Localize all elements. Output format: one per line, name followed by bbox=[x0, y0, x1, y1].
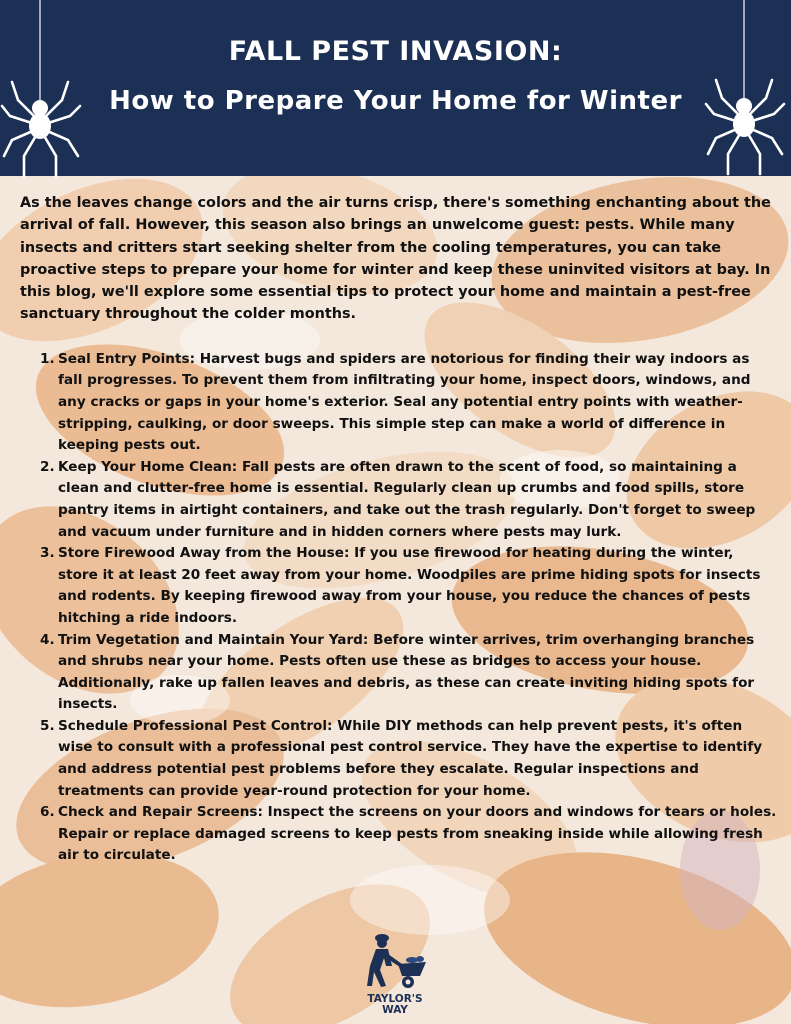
list-item-number: 3. bbox=[40, 545, 55, 562]
list-item bbox=[20, 802, 777, 867]
company-logo bbox=[352, 930, 438, 1020]
logo-text-line1: TAYLOR'S bbox=[367, 993, 423, 1005]
list-item bbox=[20, 630, 777, 716]
article-body bbox=[20, 192, 777, 867]
logo-text-line2: WAY bbox=[382, 1004, 408, 1016]
list-item bbox=[20, 543, 777, 629]
tips-list bbox=[20, 349, 777, 867]
list-item-text: Keep Your Home Clean: Fall pests are often drawn to the scent of food, so maintaining a clean and clutter-free home is essential. Regularly clean up crumbs and food spills, store pantry items in airtight containers, and take out the trash regularly. Don't forget to sweep and vacuum under furniture and in hidden corners where pests may lurk. bbox=[58, 458, 756, 540]
page-subtitle: How to Prepare Your Home for Winter bbox=[109, 86, 682, 116]
list-item-text: Trim Vegetation and Maintain Your Yard: Before winter arrives, trim overhanging branches and shrubs near your home. Pests often use these as bridges to access your house. Additionally, rake up fallen leaves and debris, as these can create inviting hiding spots for insects. bbox=[58, 631, 755, 713]
list-item-text: Schedule Professional Pest Control: While DIY methods can help prevent pests, it's often wise to consult with a professional pest control service. They have the expertise to identify and address potential pest problems before they escalate. Regular inspections and treatments can provide year-round protection for your home. bbox=[58, 717, 763, 799]
list-item-number: 4. bbox=[40, 631, 55, 648]
header-banner bbox=[0, 0, 791, 176]
list-item bbox=[20, 716, 777, 802]
list-item-number: 6. bbox=[40, 804, 55, 821]
list-item-text: Check and Repair Screens: Inspect the screens on your doors and windows for tears or holes. Repair or replace damaged screens to keep pests from sneaking inside while allowing fresh air to circulate. bbox=[58, 804, 777, 864]
list-item bbox=[20, 349, 777, 457]
spider-icon bbox=[0, 0, 92, 180]
list-item-text: Seal Entry Points: Harvest bugs and spiders are notorious for finding their way indoors as fall progresses. To prevent them from infiltrating your home, inspect doors, windows, and any cracks or gaps in your home's exterior. Seal any potential entry points with weather-stripping, caulking, or door sweeps. This simple step can make a world of difference in keeping pests out. bbox=[58, 350, 751, 454]
list-item-number: 1. bbox=[40, 350, 55, 367]
page-title: FALL PEST INVASION: bbox=[228, 36, 563, 67]
spider-icon bbox=[700, 0, 791, 180]
list-item-number: 2. bbox=[40, 458, 55, 475]
list-item-number: 5. bbox=[40, 717, 55, 734]
gardener-wheelbarrow-icon bbox=[352, 930, 438, 994]
intro-paragraph: As the leaves change colors and the air turns crisp, there's something enchanting about the arrival of fall. However, this season also brings an unwelcome guest: pests. While many insects and critters start seeking shelter from the cooling temperatures, you can take proactive steps to prepare your home for winter and keep these uninvited visitors at bay. In this blog, we'll explore some essential tips to protect your home and maintain a pest-free sanctuary throughout the colder months. bbox=[20, 195, 771, 323]
list-item bbox=[20, 457, 777, 543]
list-item-text: Store Firewood Away from the House: If you use firewood for heating during the winter, store it at least 20 feet away from your home. Woodpiles are prime hiding spots for insects and rodents. By keeping firewood away from your house, you reduce the chances of pests hitching a ride indoors. bbox=[58, 545, 761, 626]
